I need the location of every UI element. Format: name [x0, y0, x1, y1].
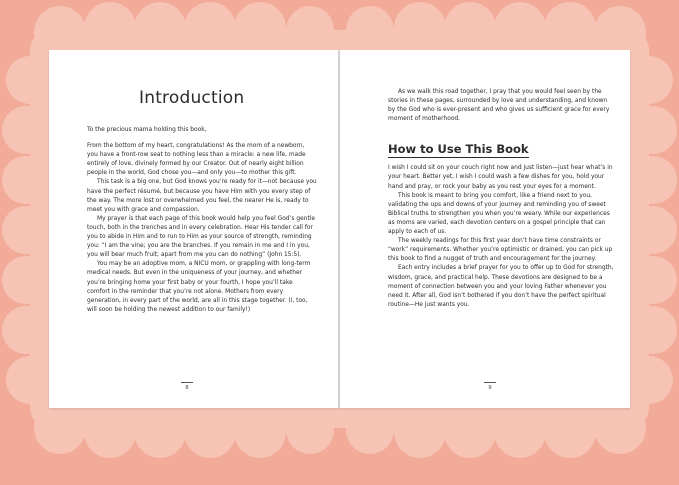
page-number-block	[179, 382, 195, 391]
paragraph: From the bottom of my heart, congratulations! As the mom of a newborn, you have a front-row seat to nothing less than a miracle: a new life, made entirely of love, divinely formed by our Creator. Out of nearly eight billion people in the world, God chose you—and only you—to mother this gift.	[87, 143, 306, 177]
left-page	[49, 50, 339, 408]
paragraph: This book is meant to bring you comfort, like a friend next to you, validating the ups and downs of your journey and reminding you of sweet Biblical truths to strengthen you when you’re weary. While our experiences as moms are varied, each devotion centers on a gospel principle that can apply to each of us.	[388, 192, 610, 236]
page-number: 9	[488, 384, 492, 391]
paragraph: This task is a big one, but God knows you’re ready for it—not because you have the perfect résumé, but because you have Him with you every step of the way. The more lost or overwhelmed you feel, the nearer He is, ready to meet you with grace and compassion.	[87, 179, 317, 213]
paragraph: You may be an adoptive mom, a NICU mom, or grappling with long-term medical needs. But even in the uniqueness of your journey, and whether you’re bringing home your first baby or your fourth, I hope you’ll take comfort in the reminder that you’re not alone. Mothers from every generation, in every part of the world, are all in this stage together. (I, too, will soon be holding the newest addition to our family!)	[87, 261, 311, 313]
paragraph: The weekly readings for this first year don’t have time constraints or “work” requirements. Whether you’re optimistic or drained, you can pick up this book to find a nugget of truth and encouragement for the journey.	[388, 238, 613, 263]
page-number-block	[482, 382, 498, 391]
paragraph: Each entry includes a brief prayer for you to offer up to God for strength, wisdom, grace, and practical help. These devotions are designed to be a moment of connection between you and your loving Father whenever you need it. After all, God isn’t bothered if you don’t have the perfect spiritual routine—He just wants you.	[388, 265, 614, 308]
right-page	[340, 50, 630, 408]
page-number: 8	[185, 384, 189, 391]
folio-rule	[484, 382, 496, 383]
paragraph: I wish I could sit on your couch right now and just listen—just hear what’s in your heart. Better yet, I wish I could wash a few dishes for you, hold your hand and pray, or rock your baby as you rest your eyes for a moment.	[388, 165, 613, 190]
salutation: To the precious mama holding this book,	[87, 127, 207, 133]
paragraph: My prayer is that each page of this book would help you feel God’s gentle touch, both in the trenches and in every celebration. Hear His tender call for you to abide in Him and to run to Him as your source of strength, reminding you: “I am the vine; you are the branches. If you remain in me and I in you, you will bear much fruit; apart from me you can do nothing” (John 15:5).	[87, 215, 316, 259]
folio-rule	[181, 382, 193, 383]
intro-paragraph: As we walk this road together, I pray that you would feel seen by the stories in these pages, surrounded by love and understanding, and known by the God who is ever-present and who gives us sufficient grace for every moment of motherhood.	[388, 89, 610, 123]
section-heading: How to Use This Book	[388, 142, 529, 157]
chapter-title: Introduction	[139, 88, 245, 108]
